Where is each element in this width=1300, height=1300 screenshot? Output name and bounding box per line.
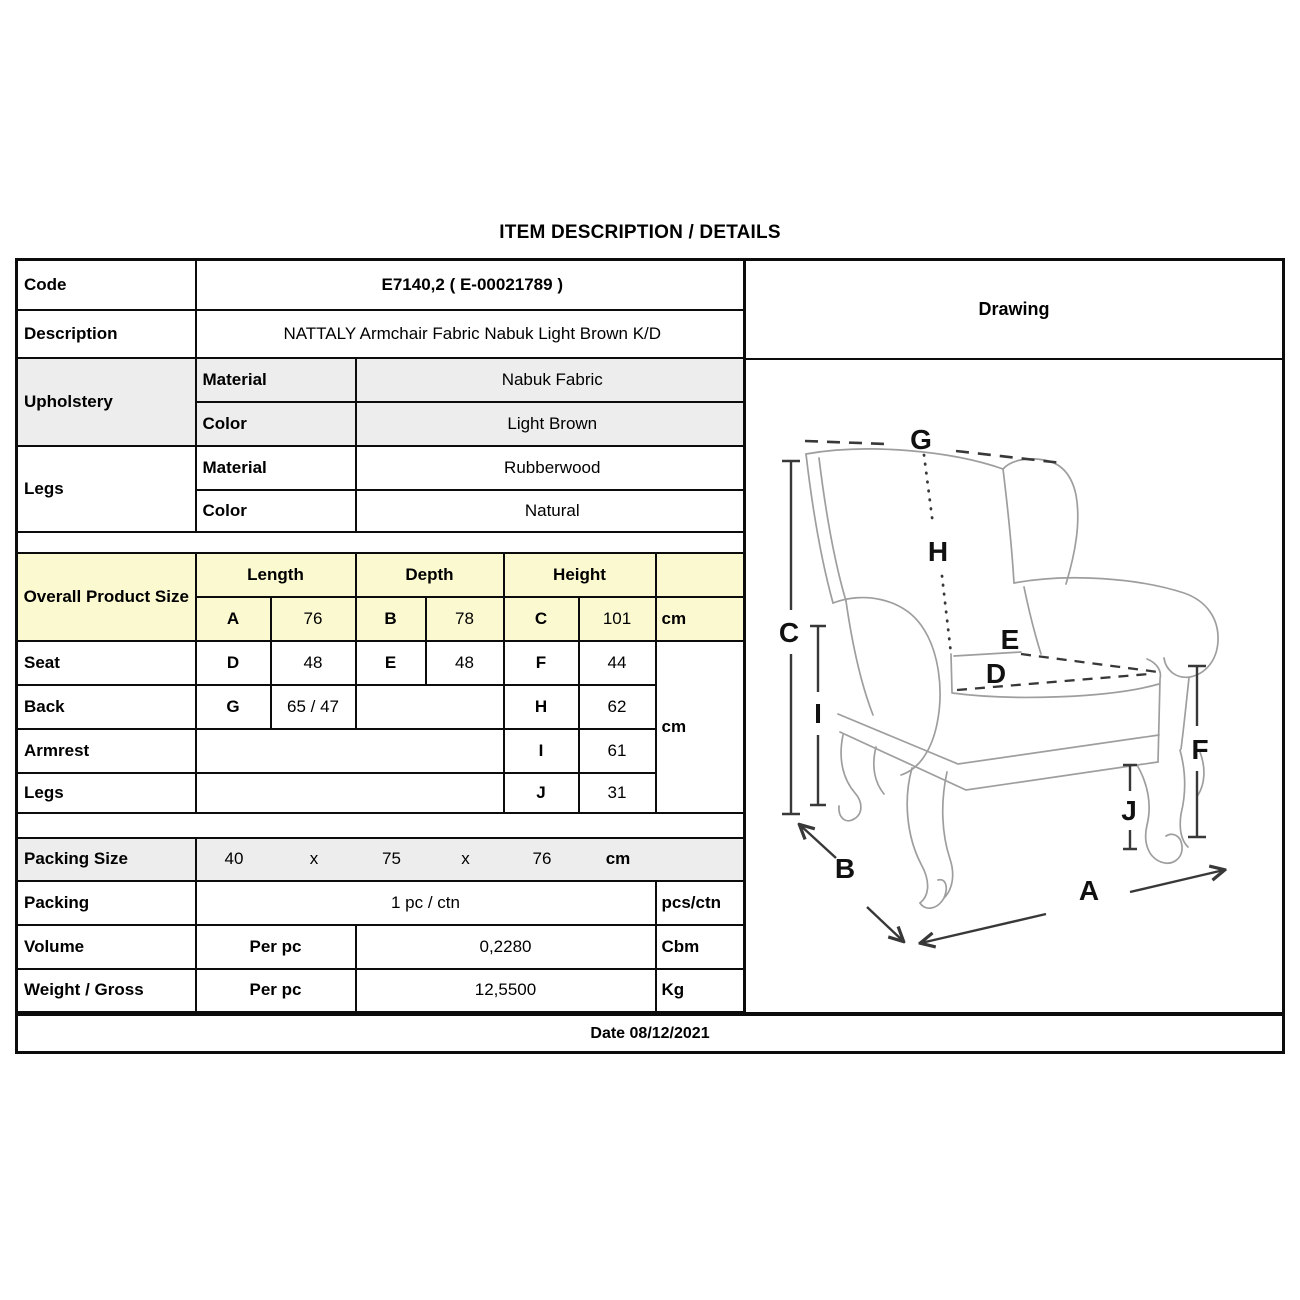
table-row — [17, 641, 750, 685]
label-A: A — [1078, 875, 1100, 906]
upholstery-color-label: Color — [196, 402, 356, 446]
dim-key-e: E — [356, 641, 426, 685]
legs-color-value: Natural — [356, 490, 750, 532]
packing-label: Packing — [17, 881, 196, 925]
volume-per: Per pc — [196, 925, 356, 969]
spacer — [17, 532, 750, 553]
packing-size-unit: cm — [605, 849, 631, 868]
table-row — [17, 925, 750, 969]
label-G: G — [910, 424, 932, 455]
volume-value: 0,2280 — [356, 925, 656, 969]
legs-material-label: Material — [196, 446, 356, 490]
dim-value-j: 31 — [579, 773, 656, 813]
dim-value-e: 48 — [426, 641, 504, 685]
packing-size-sep: x — [309, 849, 319, 868]
table-row — [17, 553, 750, 597]
upholstery-label: Upholstery — [17, 358, 196, 446]
packing-value: 1 pc / ctn — [196, 881, 656, 925]
weight-unit: Kg — [656, 969, 750, 1013]
upholstery-material-label: Material — [196, 358, 356, 402]
label-J: J — [1121, 795, 1137, 826]
code-label: Code — [17, 260, 196, 310]
label-F: F — [1191, 734, 1209, 765]
drawing-panel — [743, 258, 1285, 1015]
dim-value-f: 44 — [579, 641, 656, 685]
packing-size-sep: x — [461, 849, 470, 868]
weight-value: 12,5500 — [356, 969, 656, 1013]
drawing-title: Drawing — [746, 261, 1282, 360]
overall-size-label: Overall Product Size — [17, 553, 196, 641]
packing-size-val: 40 — [224, 849, 244, 868]
label-I: I — [814, 698, 822, 729]
dim-value-c: 101 — [579, 597, 656, 641]
table-row — [17, 838, 750, 881]
legs-label: Legs — [17, 446, 196, 532]
table-row — [17, 310, 750, 358]
dim-value-g: 65 / 47 — [271, 685, 356, 729]
empty-cell — [196, 729, 504, 773]
dim-value-h: 62 — [579, 685, 656, 729]
label-E: E — [1000, 624, 1020, 655]
dim-value-d: 48 — [271, 641, 356, 685]
dim-key-b: B — [356, 597, 426, 641]
spacer — [17, 813, 750, 838]
dim-value-i: 61 — [579, 729, 656, 773]
length-header: Length — [196, 553, 356, 597]
seat-label: Seat — [17, 641, 196, 685]
spec-table — [15, 258, 751, 1014]
upholstery-material-value: Nabuk Fabric — [356, 358, 750, 402]
table-row — [17, 358, 750, 402]
table-row — [17, 446, 750, 490]
empty-cell — [656, 553, 750, 597]
armchair-dimension-drawing — [746, 360, 1282, 1015]
legs-color-label: Color — [196, 490, 356, 532]
armchair-sketch — [806, 449, 1218, 908]
description-value: NATTALY Armchair Fabric Nabuk Light Brown K/D — [196, 310, 750, 358]
dim-value-b: 78 — [426, 597, 504, 641]
dim-key-f: F — [504, 641, 579, 685]
size-unit: cm — [656, 641, 750, 813]
dim-value-a: 76 — [271, 597, 356, 641]
dim-key-g: G — [196, 685, 271, 729]
volume-unit: Cbm — [656, 925, 750, 969]
dim-key-i: I — [504, 729, 579, 773]
packing-size-val: 76 — [532, 849, 552, 868]
table-row — [17, 729, 750, 773]
dimension-labels — [779, 424, 1209, 906]
empty-cell — [356, 685, 504, 729]
packing-size-label: Packing Size — [17, 838, 196, 881]
upholstery-color-value: Light Brown — [356, 402, 750, 446]
dim-key-h: H — [504, 685, 579, 729]
label-B: B — [834, 853, 856, 884]
height-header: Height — [504, 553, 656, 597]
label-D: D — [985, 658, 1007, 689]
packing-size-values — [196, 838, 750, 881]
date-row: Date 08/12/2021 — [15, 1013, 1285, 1054]
table-row — [17, 881, 750, 925]
table-row — [17, 969, 750, 1013]
spacer-row — [17, 813, 750, 838]
weight-label: Weight / Gross — [17, 969, 196, 1013]
legs-material-value: Rubberwood — [356, 446, 750, 490]
packing-unit: pcs/ctn — [656, 881, 750, 925]
dim-key-a: A — [196, 597, 271, 641]
table-row — [17, 685, 750, 729]
empty-cell — [196, 773, 504, 813]
dim-key-d: D — [196, 641, 271, 685]
packing-size-val: 75 — [382, 849, 401, 868]
legs-size-label: Legs — [17, 773, 196, 813]
spacer-row — [17, 532, 750, 553]
weight-per: Per pc — [196, 969, 356, 1013]
dim-key-j: J — [504, 773, 579, 813]
table-row — [17, 773, 750, 813]
description-label: Description — [17, 310, 196, 358]
overall-unit: cm — [656, 597, 750, 641]
back-label: Back — [17, 685, 196, 729]
dim-key-c: C — [504, 597, 579, 641]
page-title: ITEM DESCRIPTION / DETAILS — [499, 222, 781, 243]
code-value: E7140,2 ( E-00021789 ) — [196, 260, 750, 310]
label-C: C — [778, 617, 800, 648]
armrest-label: Armrest — [17, 729, 196, 773]
label-H: H — [927, 536, 949, 567]
table-row — [17, 260, 750, 310]
depth-header: Depth — [356, 553, 504, 597]
volume-label: Volume — [17, 925, 196, 969]
